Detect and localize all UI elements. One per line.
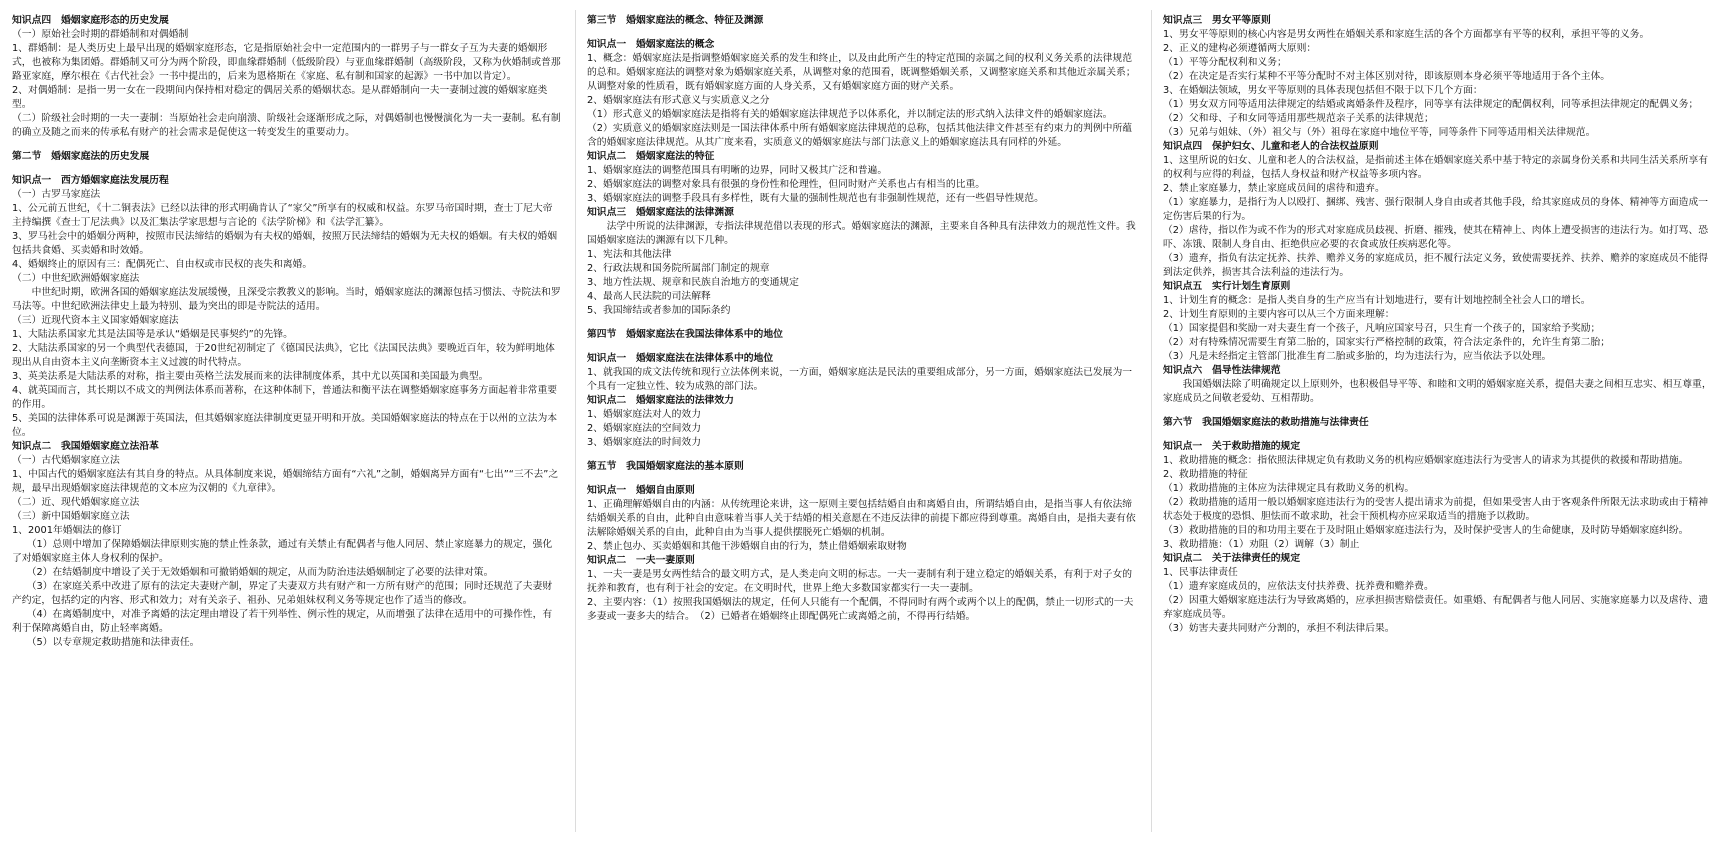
text-line: （二）阶级社会时期的一夫一妻制：当原始社会走向崩溃、阶级社会逐渐形成之际，对偶婚制也慢慢演化为一夫一妻制。私有制的确立及随之而来的传承私有财产的社会需求是促使这一转变发生的重要动力。 — [12, 113, 561, 138]
blank-line — [587, 318, 1137, 328]
text-line: （1）平等分配权利和义务； — [1163, 57, 1287, 68]
page-column-1 — [0, 0, 575, 842]
text-line: （1）救助措施的主体应为法律规定具有救助义务的机构。 — [1163, 483, 1415, 494]
text-line: 中世纪时期，欧洲各国的婚姻家庭法发展缓慢，且深受宗教教义的影响。当时，婚姻家庭法的渊源包括习惯法、寺院法和罗马法等。中世纪欧洲法律史上最为特别、最为突出的即是寺院法的适用。 — [12, 287, 561, 312]
text-line: （5）以专章规定救助措施和法律责任。 — [12, 637, 200, 648]
text-line: 1、一夫一妻是男女两性结合的最文明方式，是人类走向文明的标志。一夫一妻制有利于建立稳定的婚姻关系，有利于对子女的抚养和教育，也有利于社会的安定。在文明时代，世界上绝大多数国家都实行一夫一妻制。 — [587, 569, 1133, 594]
text-line: 法学中所说的法律渊源，专指法律规范借以表现的形式。婚姻家庭法的渊源，主要来自各种具有法律效力的规范性文件。我国婚姻家庭法的渊源有以下几种。 — [587, 221, 1136, 246]
text-line: 1、公元前五世纪，《十二铜表法》已经以法律的形式明确肯认了“家父”所享有的权威和权益。东罗马帝国时期，查士丁尼大帝主持编撰《查士丁尼法典》以及汇集法学家思想与言论的《法学阶梯》和《法学汇纂》。 — [12, 203, 553, 228]
text-line: 2、对偶婚制：是指一男一女在一段期间内保持相对稳定的偶居关系的婚姻状态。是从群婚制向一夫一妻制过渡的婚姻家庭类型。 — [12, 85, 548, 110]
text-line: 5、我国缔结或者参加的国际条约 — [587, 305, 731, 316]
knowledge-point-heading: 知识点五 实行计划生育原则 — [1163, 281, 1291, 292]
blank-line — [1163, 406, 1712, 416]
text-line: 4、婚姻终止的原因有三：配偶死亡、自由权或市民权的丧失和离婚。 — [12, 259, 313, 270]
section-heading: 第二节 婚姻家庭法的历史发展 — [12, 151, 150, 162]
text-line: 1、大陆法系国家尤其是法国等是承认“婚姻是民事契约”的先锋。 — [12, 329, 293, 340]
text-line: （一）原始社会时期的群婚制和对偶婚制 — [12, 29, 189, 40]
text-line: （2）在结婚制度中增设了关于无效婚姻和可撤销婚姻的规定，从而为防治违法婚姻制定了必要的法律对策。 — [12, 567, 494, 578]
text-line: （一）古罗马家庭法 — [12, 189, 101, 200]
text-line: 我国婚姻法除了明确规定以上原则外，也积极倡导平等、和睦和文明的婚姻家庭关系，提倡夫妻之间相互忠实、相互尊重，家庭成员之间敬老爱幼、互相帮助。 — [1163, 379, 1712, 404]
text-line: （三）新中国婚姻家庭立法 — [12, 511, 130, 522]
text-line: （二）近、现代婚姻家庭立法 — [12, 497, 140, 508]
text-line: （1）男女双方同等适用法律规定的结婚或离婚条件及程序，同等享有法律规定的配偶权利，同等承担法律规定的配偶义务； — [1163, 99, 1699, 110]
knowledge-point-heading: 知识点二 婚姻家庭法的法律效力 — [587, 395, 734, 406]
text-line: 1、救助措施的概念：指依照法律规定负有救助义务的机构应婚姻家庭违法行为受害人的请求为其提供的救援和帮助措施。 — [1163, 455, 1689, 466]
knowledge-point-heading: 知识点二 婚姻家庭法的特征 — [587, 151, 715, 162]
knowledge-point-heading: 知识点三 婚姻家庭法的法律渊源 — [587, 207, 734, 218]
knowledge-point-heading: 知识点二 我国婚姻家庭立法沿革 — [12, 441, 159, 452]
text-line: （2）父和母、子和女同等适用那些规范亲子关系的法律规范； — [1163, 113, 1434, 124]
text-line: （1）形式意义的婚姻家庭法是指将有关的婚姻家庭法律规范予以体系化，并以制定法的形式纳入法律文件的婚姻家庭法。 — [587, 109, 1113, 120]
text-line: （3）兄弟与姐妹、（外）祖父与（外）祖母在家庭中地位平等，同等条件下同等适用相关法律规范。 — [1163, 127, 1596, 138]
text-line: 3、婚姻家庭法的调整手段具有多样性，既有大量的强制性规范也有非强制性规范，还有一些倡导性规范。 — [587, 193, 1044, 204]
text-line: 1、群婚制：是人类历史上最早出现的婚姻家庭形态，它是指原始社会中一定范围内的一群男子与一群女子互为夫妻的婚姻形式，也被称为集团婚。群婚制又可分为两个阶段，即血缘群婚制（低级阶段）与亚血缘群婚制（高级阶段，又称为伙婚制或普那路亚家庭，摩尔根在《古代社会》一书中提出的，后来为恩格斯在《家庭、私有制和国家的起源》一书中加以肯定）。 — [12, 43, 561, 82]
text-line: （2）救助措施的适用一般以婚姻家庭违法行为的受害人提出请求为前提，但如果受害人由于客观条件所限无法求助或由于精神状态处于极度的恐惧、胆怯而不敢求助，社会干预机构亦应采取适当的措施予以救助。 — [1163, 497, 1709, 522]
text-line: 1、婚姻家庭法的调整范围具有明晰的边界，同时又极其广泛和普遍。 — [587, 165, 888, 176]
text-line: 2、婚姻家庭法的调整对象具有很强的身份性和伦理性，但同时财产关系也占有相当的比重。 — [587, 179, 986, 190]
blank-line — [587, 342, 1137, 352]
page-column-1-text — [0, 0, 575, 650]
page-column-3-text — [1151, 0, 1726, 636]
text-line: （3）遗弃，指负有法定抚养、扶养、赡养义务的家庭成员，拒不履行法定义务，致使需要抚养、扶养、赡养的家庭成员不能得到法定供养，损害其合法利益的违法行为。 — [1163, 253, 1709, 278]
blank-line — [587, 28, 1137, 38]
page-column-2 — [575, 0, 1151, 842]
text-line: 1、就我国的成文法传统和现行立法体例来说，一方面，婚姻家庭法是民法的重要组成部分，另一方面，婚姻家庭法已发展为一个具有一定独立性、较为成熟的部门法。 — [587, 367, 1133, 392]
section-heading: 第五节 我国婚姻家庭法的基本原则 — [587, 461, 744, 472]
text-line: 1、2001年婚姻法的修订 — [12, 525, 122, 536]
blank-line — [587, 474, 1137, 484]
text-line: 2、禁止包办、买卖婚姻和其他干涉婚姻自由的行为，禁止借婚姻索取财物 — [587, 541, 907, 552]
text-line: 1、民事法律责任 — [1163, 567, 1238, 578]
page-column-2-text — [575, 0, 1151, 624]
knowledge-point-heading: 知识点四 保护妇女、儿童和老人的合法权益原则 — [1163, 141, 1379, 152]
blank-line — [12, 164, 561, 174]
knowledge-point-heading: 知识点一 婚姻家庭法在法律体系中的地位 — [587, 353, 774, 364]
text-line: 1、这里所说的妇女、儿童和老人的合法权益，是指前述主体在婚姻家庭关系中基于特定的亲属身份关系和共同生活关系所享有的权利与应得的利益，包括人身权益和财产权益等多项内容。 — [1163, 155, 1709, 180]
knowledge-point-heading: 知识点四 婚姻家庭形态的历史发展 — [12, 15, 169, 26]
text-line: 3、罗马社会中的婚姻分两种，按照市民法缔结的婚姻为有夫权的婚姻，按照万民法缔结的婚姻为无夫权的婚姻。有夫权的婚姻包括共食婚、买卖婚和时效婚。 — [12, 231, 558, 256]
text-line: 4、最高人民法院的司法解释 — [587, 291, 711, 302]
section-heading: 第四节 婚姻家庭法在我国法律体系中的地位 — [587, 329, 783, 340]
text-line: （1）遗弃家庭成员的，应依法支付扶养费、抚养费和赡养费。 — [1163, 581, 1434, 592]
blank-line — [587, 450, 1137, 460]
section-heading: 第三节 婚姻家庭法的概念、特征及渊源 — [587, 15, 764, 26]
blank-line — [1163, 430, 1712, 440]
text-line: 1、正确理解婚姻自由的内涵：从传统理论来讲，这一原则主要包括结婚自由和离婚自由，所谓结婚自由，是指当事人有依法缔结婚姻关系的自由，此种自由意味着当事人关于结婚的相关意愿在不违反法律的前提下都应得到尊重。离婚自由，是指夫妻有依法解除婚姻关系的自由，此种自由为当事人提供摆脱死亡婚姻的机制。 — [587, 499, 1136, 538]
text-line: （2）因重大婚姻家庭违法行为导致离婚的，应承担损害赔偿责任。如重婚、有配偶者与他人同居、实施家庭暴力以及虐待、遗弃家庭成员等。 — [1163, 595, 1709, 620]
knowledge-point-heading: 知识点一 关于救助措施的规定 — [1163, 441, 1301, 452]
text-line: 2、计划生育原则的主要内容可以从三个方面来理解： — [1163, 309, 1395, 320]
knowledge-point-heading: 知识点一 婚姻家庭法的概念 — [587, 39, 715, 50]
text-line: 2、大陆法系国家的另一个典型代表德国，于20世纪初制定了《德国民法典》，它比《法国民法典》要晚近百年，较为鲜明地体现出从自由资本主义向垄断资本主义过渡的时代特点。 — [12, 343, 555, 368]
text-line: 2、正义的建构必须遵循两大原则： — [1163, 43, 1317, 54]
text-line: （2）在决定是否实行某种不平等分配时不对主体区别对待，即该原则本身必须平等地适用于各个主体。 — [1163, 71, 1611, 82]
text-line: 3、地方性法规、规章和民族自治地方的变通规定 — [587, 277, 799, 288]
text-line: （3）凡是未经指定主管部门批准生育二胎或多胎的，均为违法行为，应当依法予以处理。 — [1163, 351, 1552, 362]
text-line: （1）国家提倡和奖励一对夫妻生育一个孩子，凡响应国家号召，只生育一个孩子的，国家给予奖励； — [1163, 323, 1601, 334]
knowledge-point-heading: 知识点三 男女平等原则 — [1163, 15, 1271, 26]
text-line: 2、救助措施的特征 — [1163, 469, 1248, 480]
text-line: 2、婚姻家庭法的空间效力 — [587, 423, 701, 434]
text-line: 2、禁止家庭暴力，禁止家庭成员间的虐待和遗弃。 — [1163, 183, 1385, 194]
text-line: 1、宪法和其他法律 — [587, 249, 672, 260]
text-line: 3、婚姻家庭法的时间效力 — [587, 437, 701, 448]
knowledge-point-heading: 知识点六 倡导性法律规范 — [1163, 365, 1281, 376]
text-line: 4、就英国而言，其长期以不成文的判例法体系而著称，在这种体制下，普通法和衡平法在调整婚姻家庭事务方面起着非常重要的作用。 — [12, 385, 558, 410]
text-line: （一）古代婚姻家庭立法 — [12, 455, 120, 466]
knowledge-point-heading: 知识点二 一夫一妻原则 — [587, 555, 695, 566]
text-line: （2）实质意义的婚姻家庭法则是一国法律体系中所有婚姻家庭法律规范的总称，包括其他法律文件甚至有约束力的判例中所蕴含的婚姻家庭法律规范。从其广度来看，实质意义的婚姻家庭法与部门法意义上的婚姻家庭法具有同样的外延。 — [587, 123, 1133, 148]
text-line: 2、主要内容：（1）按照我国婚姻法的规定，任何人只能有一个配偶，不得同时有两个或两个以上的配偶，禁止一切形式的一夫多妻或一妻多夫的结合。 （2）已婚者在婚姻终止即配偶死亡或离婚之前，不得再行结婚。 — [587, 597, 1134, 622]
knowledge-point-heading: 知识点一 婚姻自由原则 — [587, 485, 695, 496]
page-column-3 — [1151, 0, 1726, 842]
text-line: 1、计划生育的概念：是指人类自身的生产应当有计划地进行，要有计划地控制全社会人口的增长。 — [1163, 295, 1591, 306]
knowledge-point-heading: 知识点二 关于法律责任的规定 — [1163, 553, 1301, 564]
knowledge-point-heading: 知识点一 西方婚姻家庭法发展历程 — [12, 175, 169, 186]
text-line: （2）对有特殊情况需要生育第二胎的，国家实行严格控制的政策，符合法定条件的，允许生育第二胎； — [1163, 337, 1611, 348]
text-line: （4）在离婚制度中，对准予离婚的法定理由增设了若干列举性、例示性的规定，从而增强了法律在适用中的可操作性，有利于保障离婚自由，防止轻率离婚。 — [12, 609, 553, 634]
text-line: （三）近现代资本主义国家婚姻家庭法 — [12, 315, 179, 326]
text-line: （1）家庭暴力，是指行为人以殴打、捆绑、残害、强行限制人身自由或者其他手段，给其家庭成员的身体、精神等方面造成一定伤害后果的行为。 — [1163, 197, 1709, 222]
text-line: 2、行政法规和国务院所属部门制定的规章 — [587, 263, 770, 274]
text-line: （3）妨害夫妻共同财产分割的，承担不利法律后果。 — [1163, 623, 1395, 634]
text-line: 1、中国古代的婚姻家庭法有其自身的特点。从具体制度来说，婚姻缔结方面有“六礼”之制，婚姻离异方面有“七出”“三不去”之规，最早出现婚姻家庭法律规范的文本应为汉朝的《九章律》。 — [12, 469, 559, 494]
blank-line — [12, 140, 561, 150]
text-line: 1、概念：婚姻家庭法是指调整婚姻家庭关系的发生和终止，以及由此所产生的特定范围的亲属之间的权利义务关系的法律规范的总和。婚姻家庭法的调整对象为婚姻家庭关系，从调整对象的范围看，既调整婚姻关系，又调整家庭关系和其他近亲属关系；从调整对象的性质看，既有婚姻家庭方面的人身关系，又有婚姻家庭方面的财产关系。 — [587, 53, 1136, 92]
text-line: （1）总则中增加了保障婚姻法律原则实施的禁止性条款，通过有关禁止有配偶者与他人同居、禁止家庭暴力的规定，强化了对婚姻家庭主体人身权利的保护。 — [12, 539, 553, 564]
text-line: 3、救助措施：（1）劝阻（2）调解（3）制止 — [1163, 539, 1360, 550]
text-line: （3）在家庭关系中改进了原有的法定夫妻财产制，界定了夫妻双方共有财产和一方所有财产的范围；同时还规范了夫妻财产约定，包括约定的内容、形式和效力；对有关亲子、祖孙、兄弟姐妹权利义务等规定也作了适当的修改。 — [12, 581, 553, 606]
text-line: 3、在婚姻法领域，男女平等原则的具体表现包括但不限于以下几个方面： — [1163, 85, 1483, 96]
text-line: 2、婚姻家庭法有形式意义与实质意义之分 — [587, 95, 770, 106]
text-line: 1、婚姻家庭法对人的效力 — [587, 409, 701, 420]
section-heading: 第六节 我国婚姻家庭法的救助措施与法律责任 — [1163, 417, 1369, 428]
text-line: （2）虐待，指以作为或不作为的形式对家庭成员歧视、折磨、摧残，使其在精神上、肉体上遭受损害的违法行为。如打骂、恐吓、冻饿、限制人身自由、拒绝供应必要的衣食或放任疾病恶化等。 — [1163, 225, 1709, 250]
text-line: 5、美国的法律体系可说是渊源于英国法，但其婚姻家庭法律制度更显开明和开放。美国婚姻家庭法的特点在于以州的立法为本位。 — [12, 413, 558, 438]
text-line: （3）救助措施的目的和功用主要在于及时阻止婚姻家庭违法行为，及时保护受害人的生命健康，及时防导婚姻家庭纠纷。 — [1163, 525, 1689, 536]
text-line: 1、男女平等原则的核心内容是男女两性在婚姻关系和家庭生活的各个方面都享有平等的权利，承担平等的义务。 — [1163, 29, 1650, 40]
text-line: （二）中世纪欧洲婚姻家庭法 — [12, 273, 140, 284]
text-line: 3、英美法系是大陆法系的对称，指主要由英格兰法发展而来的法律制度体系，其中尤以英国和美国最为典型。 — [12, 371, 489, 382]
